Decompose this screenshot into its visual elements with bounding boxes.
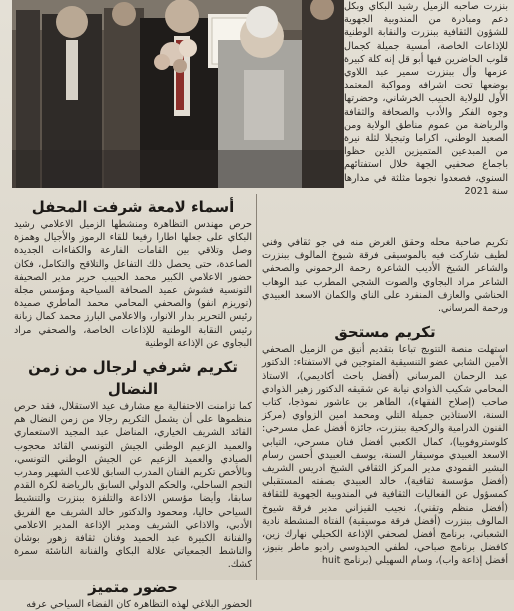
section-heading-hudur: حضور متميز [88, 577, 178, 596]
article-paragraph: كما تزامنت الاحتفالية مع مشارف عيد الاستقلال، فقد حرص منظموها على أن يشمل التكريم رجالا من زمن النضال هم القائد الشريف الخياري، المناضل عبد المجيد الاستعماري والعميد الزعيم الوطني الجيش التونسي القائد محجوب الصيادي والعميد الزعيم عن الجيش الوطني التونسي، وبالأخص تكريم الفنان المدرب السابق للاعب الشهير ومدرب النجم الساحلي، والحكم الدولي السابق بالرياضة لكرة القدم سابقا، وأيضا مؤسس الاذاعة والتلفزة ببنزرت والتنشيط السياحي حاليا، ومحمود والدكتور خالد الشريف مع الفريق الأدبي، والاذاعي الشريف ومدير الإذاعة المدير الاعلامي والفنانة الكبيرة عبد الحميد وفنان ثقافة زهور بوشان والناشط الجمعياتي علالة البكاي والفنانة الناشئة سمرة كشك. [14, 401, 252, 571]
column-divider [256, 194, 257, 580]
article-paragraph: بنزرت صاحبه الزميل رشيد البكاي وبكل دعم ومبادرة من المندوبية الجهوية للشؤون الثقافية ببنزرت والنقابة الوطنية للإذاعات الخاصة، أمسية جميلة كجمال قلوب الحاضرين فيها أبو قل إنه كلة كبيرة عزمها وأل ببنزرت سمير عبد اللاوي بوضعها تحت اشرافه ومواكبة المعتمد الأول للولاية الحبيب الخرشاني، وحضرتها وجوه الفكر والأدب والصحافة والثقافة والرياضة من عموم مناطق الولاية ومن الصعيد الوطني، اكراما وتبجيلا لثلة نيرة من المبدعين المتميزين الذين حظوا باجماع صحفيي الجهة خلال استفتائهم السنوي، فصعدوا نجوما مثلثة في مدارها سنة 2021 [344, 1, 508, 197]
article-paragraph: حرص مهندس التظاهرة ومنشطها الزميل الاعلامي رشيد البكاي على جعلها اطارا رفيعا للقاء الرموز والأجيال وهمزة وصل وتلاقي بين القامات الفارعة والكفاءات الجديدة الصاعدة، حتى يحصل ذلك التفاعل والتلاقح والتكامل، فكان حضور الاعلامي الكبير محمد الحبيب حرير مدير الصحيفة التونسية فشوش عميد الصحافة السياحية ومؤسس مجلة (توريزم انفو) والصحفي المحامي محمد الماطري صميدة رئيس التحرير بدار الانوار، والاعلامي البارز محمد كمال زبانة رئيس النقابة الوطنية للإذاعات الخاصة، والصحفي مراد البجاوي عن الإذاعة الوطنية [14, 219, 252, 349]
article-column-left [14, 196, 252, 610]
article-paragraph: الحضور البلاغي لهذه التظاهرة كان الفضاء السياحي عرفه [26, 598, 252, 610]
article-paragraph: تكريم صاحبة محله وحقق الغرض منه في جو ثقافي وفني لطيف شاركت فيه بالموسيقى فرقة شيوخ المالوف ببنزرت والشاعر الشيخ الأديب الشاعرة رحمة الرحموني والصحفي الشاعر مراد البجاوي والصوت الشجي المطرب عبد الوهاب الحناشي والعازف المنفرد على الناي والكمان الاسعد العبيدي ورحمة المرساني. [262, 237, 508, 315]
section-heading-tikrim: تكريم مستحق [334, 323, 436, 342]
ceremony-photo-illustration [12, 0, 344, 188]
section-heading-nidal: تكريم شرفي لرجال من زمن النضال [28, 358, 238, 399]
article-column-right-lower [262, 236, 508, 580]
event-photo [12, 0, 344, 188]
section-heading-asmaa: أسماء لامعة شرفت المحفل [31, 198, 235, 216]
article-column-right-top [344, 0, 508, 240]
article-paragraph: استهلت منصة التتويج تباعا بتقديم أنيق من الزميل الصحفي الأمين الشابي عضو التنسيقية المتوجين في الاستفتاء: الدكتور عبد الرحمان المرساني (أفضل باحث أكاديمي)، الاستاذ المحامي شكيب الذوادي نيابة عن شقيقه الدكتور زهير الذوادي صاحب (إصلاح الفقهاء)، الطاهر بن عاشور نموذجا، كتاب السنة، الاستاذين جميلة التلي ومحمد امين الزواوي (مركز الفنون الدرامية والركحية ببنزرت، جائزة أفضل عمل مسرحي: كلوستروفوبيا)، كمال الكعبي أفضل فنان مسرحي، التيابي الاسعد العبيدي موسيقار السنة، يوسف العبيدي أحسن رسام البشير القمودي مدير المركز الثقافي الشيخ ادريس الشريف (أفضل مؤسسة ثقافية)، خالد العبيدي بصفته المستقبلي كمسؤول عن الفعاليات الثقافية في المندوبية الجهوية للثقافة (أفضل منظم وتقني)، نجيب القيزاني مدير فرقة شيوخ المالوف ببنزرت (أفضل فرقة موسيقية) الفتاة المنشطة نادية الشعباني، برنامج أفضل لصحفي الإذاعة الكحيلي نهارك زين، كافضل برنامج صباحي، لطفي الحيدوسي راديو ماطر بنبوز، أفضل إذاعة واب)، وسام السهيلي (برنامج huit [262, 344, 508, 567]
